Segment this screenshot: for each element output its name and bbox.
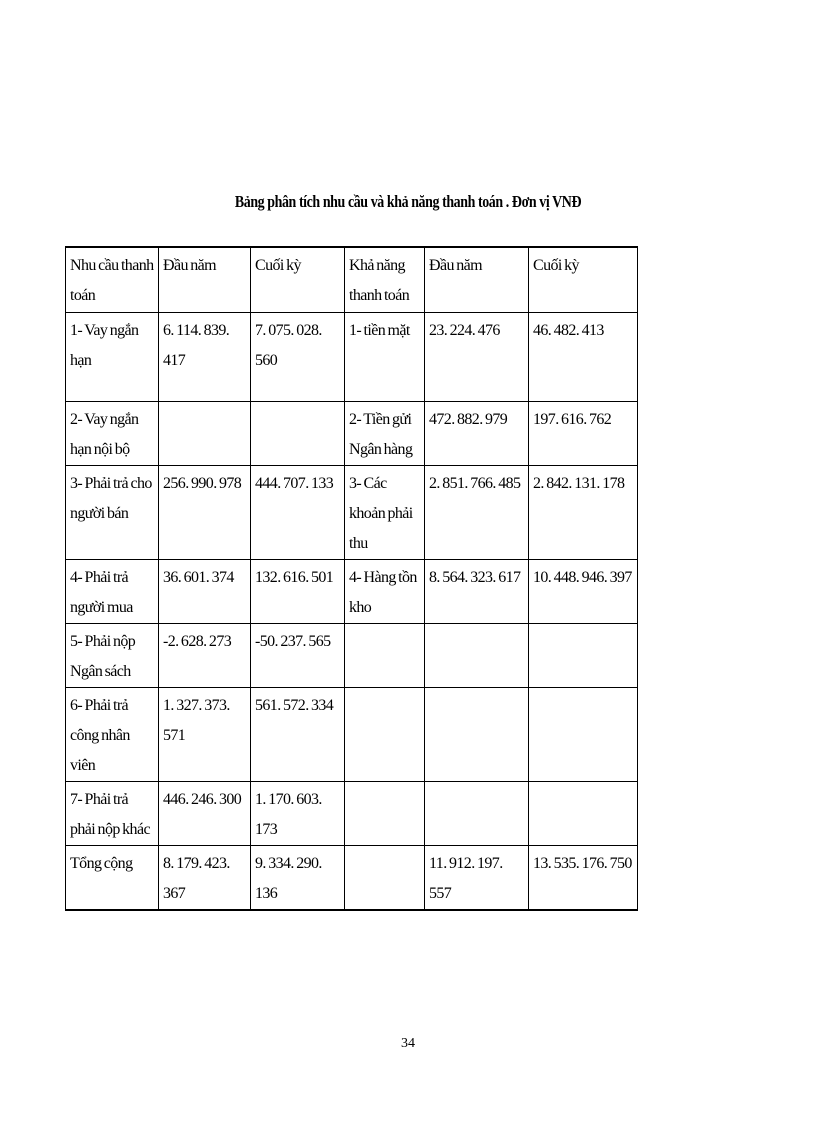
table-cell — [251, 402, 345, 466]
table-cell: 2. 842. 131. 178 — [529, 466, 638, 560]
table-cell — [529, 624, 638, 688]
table-row — [66, 560, 638, 624]
table-cell: 6. 114. 839. 417 — [159, 313, 251, 402]
payment-analysis-table — [65, 246, 638, 911]
table-cell — [345, 846, 425, 911]
table-header-row — [66, 247, 638, 313]
page-number: 34 — [401, 1036, 415, 1051]
table-cell — [425, 782, 529, 846]
table-cell: 1. 327. 373. 571 — [159, 688, 251, 782]
table-cell: 2. 851. 766. 485 — [425, 466, 529, 560]
table-cell: 446. 246. 300 — [159, 782, 251, 846]
table-cell: 13. 535. 176. 750 — [529, 846, 638, 911]
table-row — [66, 782, 638, 846]
table-cell — [159, 402, 251, 466]
table-cell: 4- Hàng tồn kho — [345, 560, 425, 624]
table-cell: 132. 616. 501 — [251, 560, 345, 624]
table-cell: 197. 616. 762 — [529, 402, 638, 466]
table-cell: 1. 170. 603. 173 — [251, 782, 345, 846]
header-cell-start-of-year: Đầu năm — [159, 247, 251, 313]
table-cell: 8. 179. 423. 367 — [159, 846, 251, 911]
table-cell: 7- Phải trả phải nộp khác — [66, 782, 159, 846]
table-cell — [345, 688, 425, 782]
table-cell: Tổng cộng — [66, 846, 159, 911]
table-row — [66, 466, 638, 560]
table-total-row — [66, 846, 638, 911]
table-cell: 7. 075. 028. 560 — [251, 313, 345, 402]
table-cell — [345, 624, 425, 688]
table-cell: 561. 572. 334 — [251, 688, 345, 782]
table-cell: 6- Phải trả công nhân viên — [66, 688, 159, 782]
header-cell-payment-needs: Nhu cầu thanh toán — [66, 247, 159, 313]
table-cell: -2. 628. 273 — [159, 624, 251, 688]
table-cell: 472. 882. 979 — [425, 402, 529, 466]
table-title: Bảng phân tích nhu cầu và khả năng thanh toán . Đơn vị VNĐ — [234, 192, 582, 211]
table-cell: 5- Phải nộp Ngân sách — [66, 624, 159, 688]
table-row — [66, 313, 638, 402]
table-cell: -50. 237. 565 — [251, 624, 345, 688]
table-cell — [425, 624, 529, 688]
table-cell: 1- tiền mặt — [345, 313, 425, 402]
header-cell-start-of-year-2: Đầu năm — [425, 247, 529, 313]
table-cell: 3- Các khoản phải thu — [345, 466, 425, 560]
table-cell: 1- Vay ngắn hạn — [66, 313, 159, 402]
header-cell-end-of-period: Cuối kỳ — [251, 247, 345, 313]
table-cell: 4- Phải trả người mua — [66, 560, 159, 624]
table-cell — [425, 688, 529, 782]
table-cell: 3- Phải trả cho người bán — [66, 466, 159, 560]
table-cell: 2- Vay ngắn hạn nội bộ — [66, 402, 159, 466]
table-cell: 46. 482. 413 — [529, 313, 638, 402]
table-cell: 8. 564. 323. 617 — [425, 560, 529, 624]
table-cell — [529, 782, 638, 846]
header-cell-end-of-period-2: Cuối kỳ — [529, 247, 638, 313]
table-cell — [529, 688, 638, 782]
table-cell: 10. 448. 946. 397 — [529, 560, 638, 624]
table-row — [66, 624, 638, 688]
table-cell: 2- Tiền gửi Ngân hàng — [345, 402, 425, 466]
table-row — [66, 402, 638, 466]
table-cell: 9. 334. 290. 136 — [251, 846, 345, 911]
table-cell: 11. 912. 197. 557 — [425, 846, 529, 911]
header-cell-payment-ability: Khả năng thanh toán — [345, 247, 425, 313]
table-cell — [345, 782, 425, 846]
table-cell: 23. 224. 476 — [425, 313, 529, 402]
table-cell: 36. 601. 374 — [159, 560, 251, 624]
table-row — [66, 688, 638, 782]
table-cell: 444. 707. 133 — [251, 466, 345, 560]
table-cell: 256. 990. 978 — [159, 466, 251, 560]
